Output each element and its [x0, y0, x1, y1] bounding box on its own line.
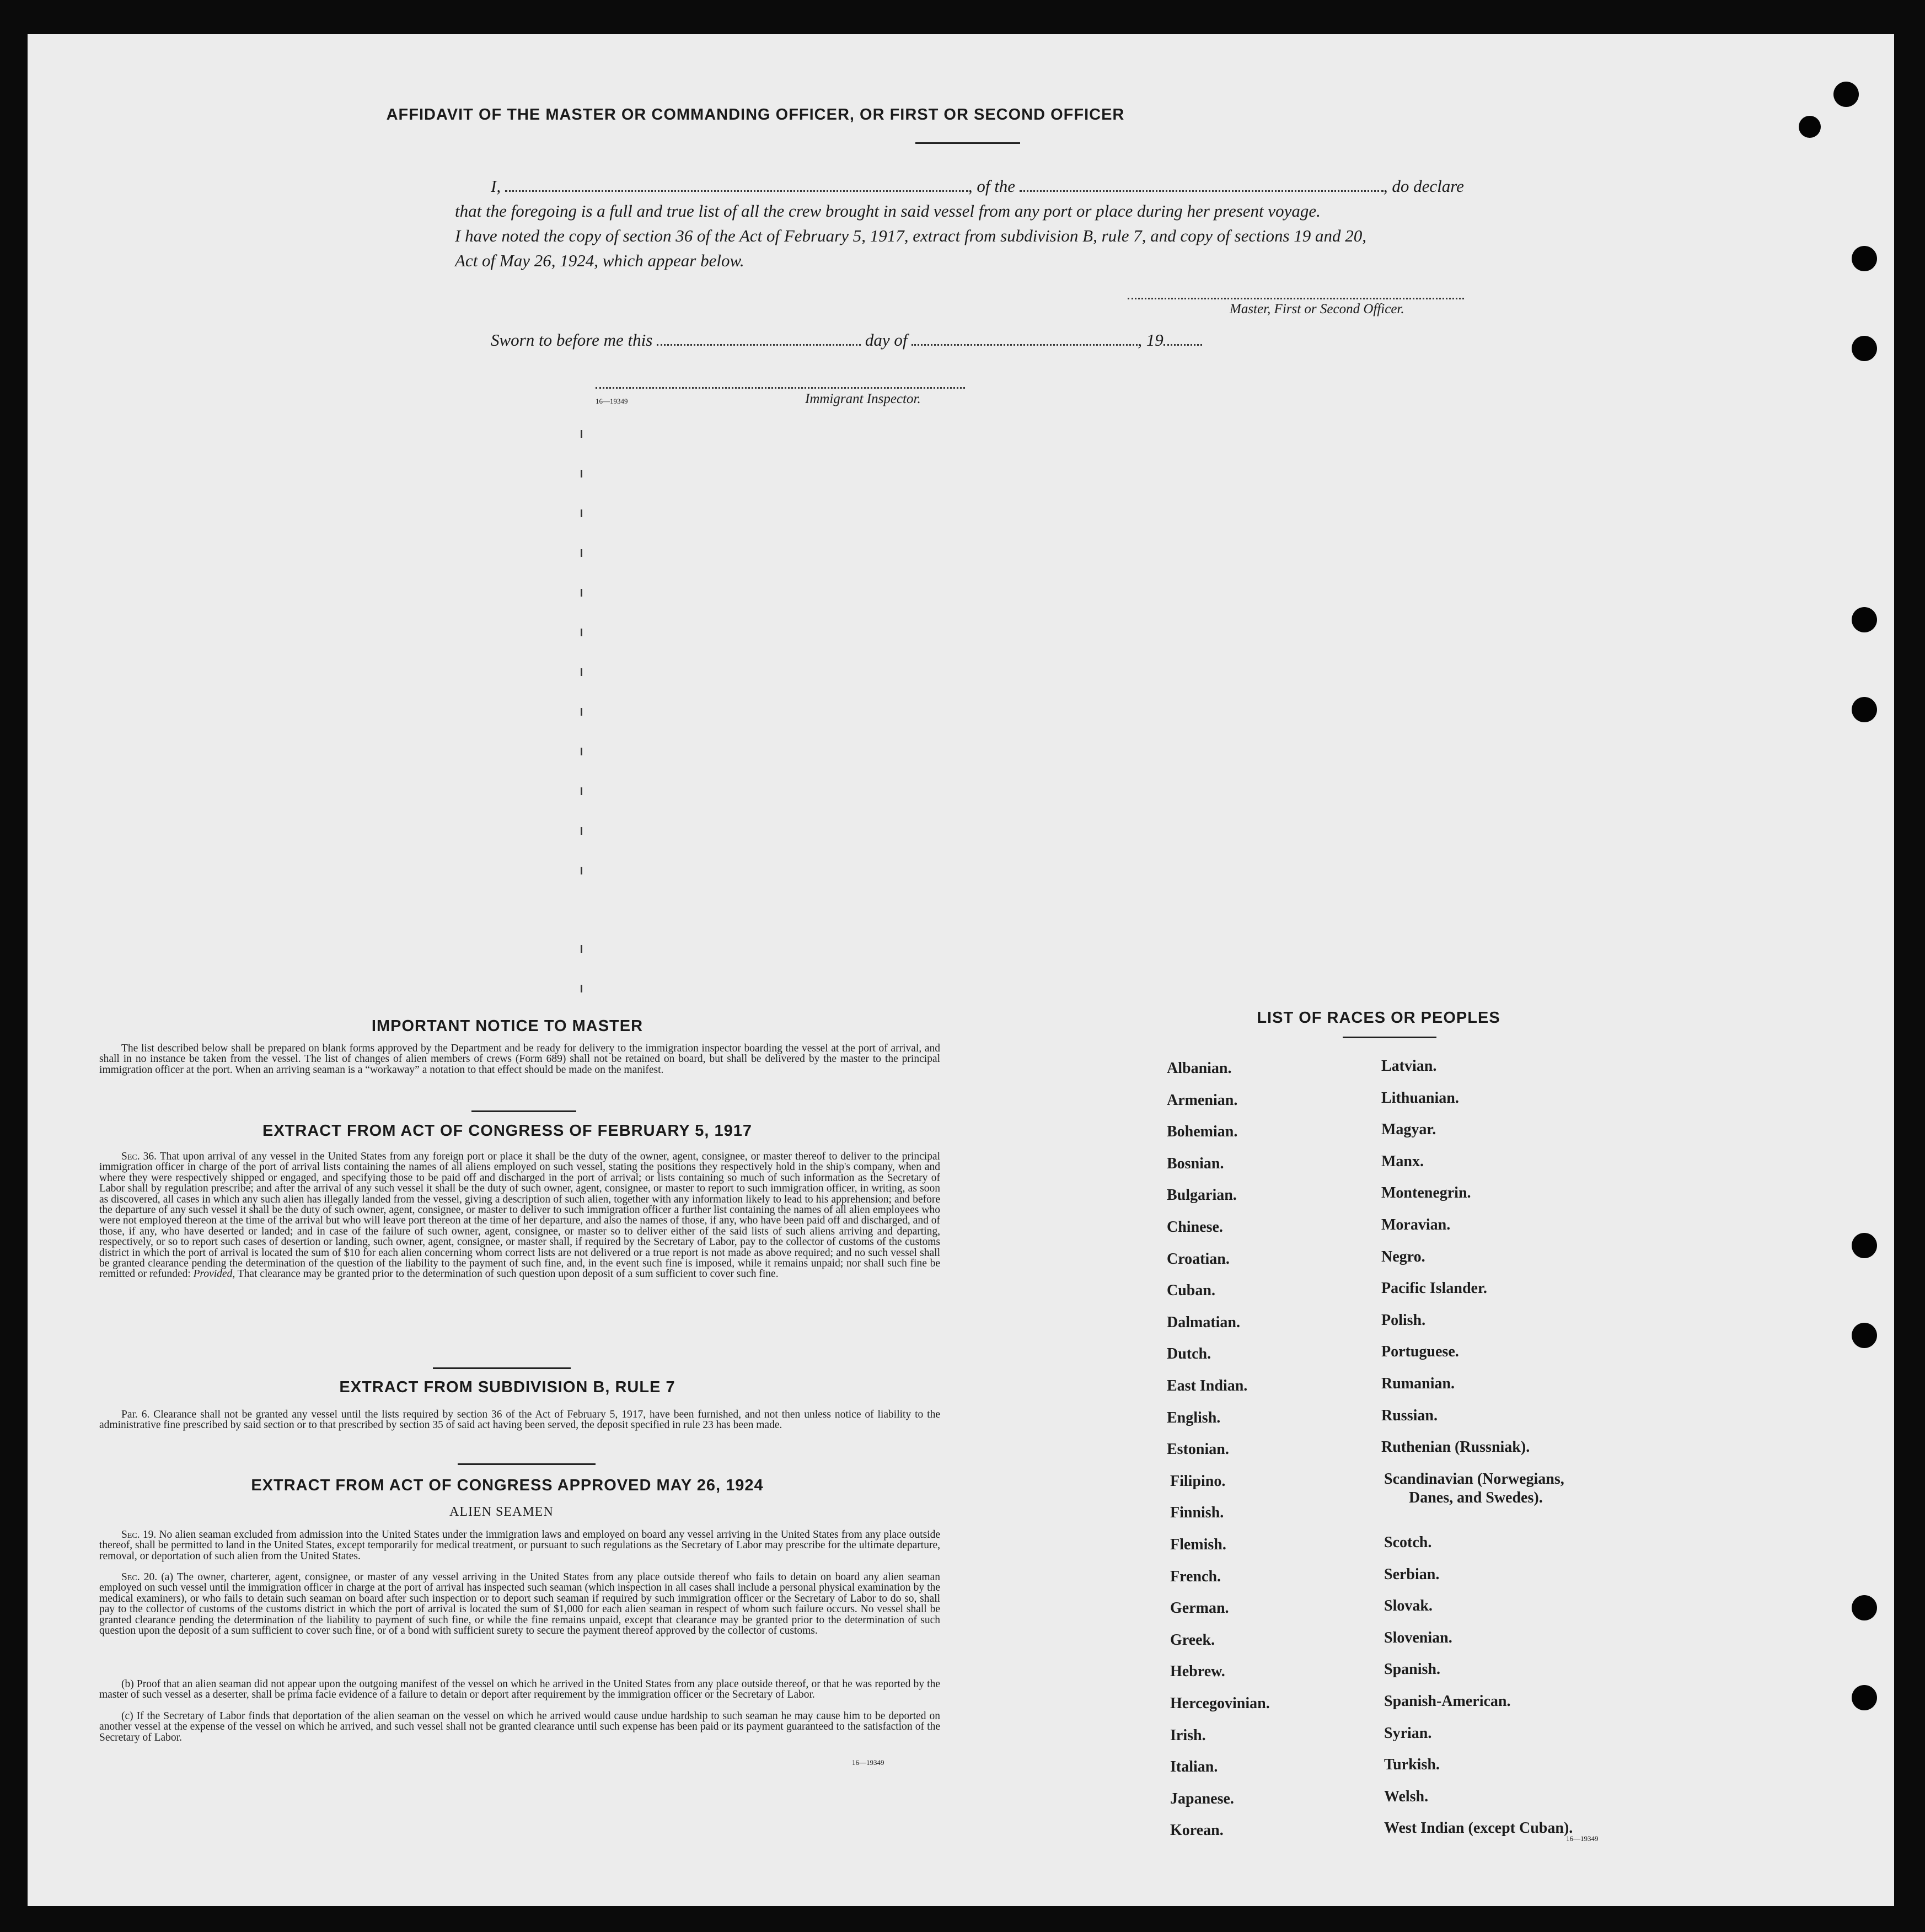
race-item: Armenian. [1167, 1091, 1238, 1109]
race-item: Bohemian. [1167, 1123, 1238, 1141]
races-divider [1343, 1037, 1436, 1038]
binder-hole [1852, 1595, 1877, 1620]
race-item: Slovak. [1384, 1597, 1433, 1615]
binder-hole [1852, 336, 1877, 361]
binder-hole [1833, 82, 1859, 107]
extract-1917-title: EXTRACT FROM ACT OF CONGRESS OF FEBRUARY 5, 1917 [262, 1122, 753, 1140]
extract-1917-divider [433, 1367, 571, 1369]
sec-20-label: Sec. 20. [121, 1571, 158, 1583]
race-item: Hebrew. [1170, 1663, 1225, 1681]
race-item: West Indian (except Cuban). [1384, 1820, 1573, 1837]
race-item: German. [1170, 1600, 1229, 1617]
alien-seamen-subtitle: ALIEN SEAMEN [449, 1505, 554, 1519]
race-item: Greek. [1170, 1631, 1215, 1649]
sec-20a-body [99, 1572, 940, 1636]
race-item: Danes, and Swedes). [1409, 1489, 1543, 1507]
sec-20c-body: (c) If the Secretary of Labor finds that deportation of the alien seaman on the vessel on which he arrived would cause undue hardship to such seaman he may cause him to be deported on another vessel at the expense of the vessel on which he arrived, and such vessel shall not be granted clearance until such expense has been paid or its payment guaranteed to the satisfaction of the Secretary of Labor. [99, 1710, 940, 1743]
column-mark [581, 985, 582, 992]
race-item: Finnish. [1170, 1504, 1224, 1522]
rule7-title: EXTRACT FROM SUBDIVISION B, RULE 7 [339, 1378, 675, 1396]
race-item: Scotch. [1384, 1534, 1432, 1551]
sec-19-body [99, 1530, 940, 1561]
inspector-signature-line[interactable] [596, 387, 965, 389]
sworn-label: Sworn to before me this [491, 330, 653, 350]
binder-hole [1852, 697, 1877, 722]
race-item: Dalmatian. [1167, 1313, 1240, 1331]
race-item: Syrian. [1384, 1724, 1432, 1742]
column-mark [581, 708, 582, 716]
race-item: Flemish. [1170, 1536, 1226, 1553]
column-mark [581, 945, 582, 953]
sec-19-text: No alien seaman excluded from admission into the United States under the immigration laws and employed on board any vessel arriving in the United States from any place outside thereof, shall be permitted to land in the United States, except temporarily for medical treatment, or pursuant to such regulations as the Secretary of Labor may prescribe for the ultimate departure, removal, or deportation of such alien from the United States. [99, 1529, 941, 1562]
title-divider [915, 142, 1020, 144]
race-item: Polish. [1381, 1311, 1426, 1329]
column-mark [581, 827, 582, 835]
race-item: Pacific Islander. [1381, 1280, 1487, 1297]
race-item: Spanish-American. [1384, 1693, 1511, 1710]
race-item: Korean. [1170, 1822, 1224, 1839]
race-item: Italian. [1170, 1758, 1218, 1776]
race-item: French. [1170, 1568, 1221, 1585]
column-mark [581, 470, 582, 477]
sworn-day-blank[interactable] [657, 340, 861, 346]
race-item: Irish. [1170, 1726, 1206, 1744]
races-form-number: 16—19349 [1566, 1834, 1599, 1843]
race-item: Welsh. [1384, 1788, 1429, 1805]
race-item: Lithuanian. [1381, 1089, 1459, 1107]
year-blank[interactable] [1163, 340, 1202, 346]
notice-divider [471, 1110, 576, 1112]
binder-hole [1799, 116, 1821, 138]
do-declare-label: , do declare [1383, 176, 1464, 196]
binder-hole [1852, 1685, 1877, 1710]
sworn-month-blank[interactable] [911, 340, 1138, 346]
extract-1924-title: EXTRACT FROM ACT OF CONGRESS APPROVED MAY 26, 1924 [251, 1477, 764, 1494]
binder-hole [1852, 1233, 1877, 1258]
race-item: Bosnian. [1167, 1155, 1224, 1172]
column-mark [581, 867, 582, 874]
race-item: Serbian. [1384, 1565, 1440, 1583]
race-item: Estonian. [1167, 1441, 1229, 1458]
race-item: Slovenian. [1384, 1629, 1452, 1646]
races-title: LIST OF RACES OR PEOPLES [1257, 1009, 1500, 1027]
race-item: Cuban. [1167, 1282, 1215, 1300]
column-mark [581, 589, 582, 597]
officer-signature-label: Master, First or Second Officer. [1230, 302, 1404, 316]
sec-36-label: Sec. 36. [121, 1151, 157, 1162]
declaration-line-2: that the foregoing is a full and true list of all the crew brought in said vessel from any port or place during her present voyage. [455, 201, 1321, 221]
binder-hole [1852, 607, 1877, 632]
proviso-text: That clearance may be granted prior to the determination of such question upon deposit of a sum sufficient to cover such fine. [237, 1268, 779, 1280]
race-item: Moravian. [1381, 1216, 1451, 1233]
race-item: Russian. [1381, 1407, 1438, 1424]
i-label: I, [491, 176, 501, 196]
race-item: Chinese. [1167, 1219, 1223, 1236]
day-of-label: day of [865, 330, 908, 350]
form-page [28, 34, 1894, 1906]
proviso-word: Provided, [193, 1268, 235, 1280]
binder-hole [1852, 246, 1877, 271]
race-item: Albanian. [1167, 1060, 1232, 1077]
inspector-label: Immigrant Inspector. [805, 391, 921, 406]
race-item: Japanese. [1170, 1790, 1234, 1807]
column-mark [581, 668, 582, 676]
binder-hole [1852, 1323, 1877, 1348]
race-item: Latvian. [1381, 1058, 1437, 1075]
race-item: Dutch. [1167, 1345, 1211, 1363]
affidavit-title: AFFIDAVIT OF THE MASTER OR COMMANDING OFFICER, OR FIRST OR SECOND OFFICER [386, 106, 1125, 124]
notice-body: The list described below shall be prepared on blank forms approved by the Department and be ready for delivery to the immigration inspector boarding the vessel at the port of arrival, and shall in no instance be taken from the vessel. The list of changes of alien members of crews (Form 689) shall not be retained on board, but shall be delivered by the master to the principal immigration officer at the port. When an arriving seaman is a “workaway” a notation to that effect should be made on the manifest. [99, 1043, 940, 1076]
column-mark [581, 748, 582, 755]
sec-36-text: That upon arrival of any vessel in the United States from any foreign port or place it shall be the duty of the owner, agent, consignee, or master thereof to deliver to the principal immigration officer in charge of the port of arrival lists containing the names of all aliens employed on such vessel, stating the positions they respectively hold in the ship's company, when and where they were respectively shipped or engaged, and specifying those to be paid off and discharged in the port of arrival; or lists containing so much of such information as the Secretary of Labor shall by regulation prescribe; and after the arrival of any such vessel it shall be the duty of such owner, agent, consignee, or master to report to such immigration officer, in writing, as soon as discovered, all cases in which any such alien has illegally landed from the vessel, giving a description of such alien, together with any information likely to lead to his apprehension; and before the departure of any such vessel it shall be the duty of such owner, agent, consignee, or master to deliver to such immigration officer a further list containing the names of all alien employees who were not employed thereon at the time of the arrival but who will leave port thereon at the time of her departure, and also the names of those, if any, who have been paid off and discharged, and of those, if any, who have deserted or landed; and in case of the failure of such owner, agent, consignee, or master so to deliver either of the said lists of such aliens arriving and departing, respectively, or so to report such cases of desertion or landing, such owner, agent, consignee, or master shall, if required by the Secretary of Labor, pay to the collector of customs of the customs district in which the port of arrival is located the sum of $10 for each alien concerning whom correct lists are not delivered or a true report is not made as above required; and no such vessel shall be granted clearance pending the determination of the question of the liability to the payment of such fine, and, in the event such fine is imposed, while it remains unpaid; nor shall such fine be remitted or refunded: [99, 1151, 940, 1280]
column-mark [581, 549, 582, 557]
sec-20b-body: (b) Proof that an alien seaman did not appear upon the outgoing manifest of the vessel on which he arrived in the United States from any place outside thereof, or that he was reported by the master of such vessel as a deserter, shall be prima facie evidence of a failure to detain or deport after requirement by the immigration officer or the Secretary of Labor. [99, 1678, 940, 1701]
race-item: Bulgarian. [1167, 1187, 1237, 1204]
race-item: Negro. [1381, 1248, 1425, 1265]
sworn-line [491, 330, 1202, 350]
declaration-line-3: I have noted the copy of section 36 of the Act of February 5, 1917, extract from subdivision B, rule 7, and copy of sections 19 and 20, [455, 226, 1367, 245]
race-item: Scandinavian (Norwegians, [1384, 1470, 1564, 1488]
extract-form-number: 16—19349 [852, 1758, 884, 1767]
race-item: English. [1167, 1409, 1221, 1426]
extract-1917-body [99, 1151, 940, 1280]
rule7-body: Par. 6. Clearance shall not be granted any vessel until the lists required by section 36 of the Act of February 5, 1917, have been furnished, and not then unless notice of liability to the administrative fine prescribed by said section or to that prescribed by section 35 of said act having been served, the deposit specified in rule 23 has been made. [99, 1409, 940, 1431]
race-item: Hercegovinian. [1170, 1695, 1270, 1712]
year-prefix-label: , 19 [1138, 330, 1163, 350]
race-item: Spanish. [1384, 1661, 1440, 1678]
sec-20a-text: (a) The owner, charterer, agent, consignee, or master of any vessel arriving in the United States from any place outside thereof who fails to detain on board any alien seaman employed on such vessel until the immigration officer in charge at the port of arrival has inspected such seaman (which inspection in all cases shall include a personal physical examination by the medical examiners), or who fails to detain such seaman on board after such inspection or to deport such seaman if required by such immigration officer or the Secretary of Labor to do so, shall pay to the collector of customs of the customs district in which the port of arrival is located the sum of $1,000 for each alien seaman in respect of whom such failure occurs. No vessel shall be granted clearance pending the determination of the liability to payment of such fine, or while the fine remains unpaid, except that clearance may be granted prior to the determination of such question upon the deposit of a sum sufficient to cover such fine, or of a bond with sufficient surety to secure the payment thereof approved by the collector of customs. [99, 1571, 941, 1637]
race-item: Filipino. [1170, 1472, 1226, 1490]
of-the-label: , of the [968, 176, 1016, 196]
declaration-line-4: Act of May 26, 1924, which appear below. [455, 251, 744, 270]
vessel-blank[interactable] [1020, 186, 1384, 192]
column-mark [581, 629, 582, 636]
declaration-line-1 [491, 176, 1464, 196]
column-mark [581, 509, 582, 517]
race-item: Ruthenian (Russniak). [1381, 1439, 1530, 1456]
officer-signature-line[interactable] [1128, 298, 1464, 299]
name-blank[interactable] [505, 186, 968, 192]
race-item: East Indian. [1167, 1377, 1248, 1394]
race-item: Croatian. [1167, 1250, 1230, 1268]
race-item: Magyar. [1381, 1121, 1436, 1139]
rule7-divider [458, 1463, 596, 1465]
sec-19-label: Sec. 19. [121, 1529, 157, 1541]
column-mark [581, 787, 582, 795]
race-item: Turkish. [1384, 1756, 1440, 1774]
race-item: Rumanian. [1381, 1375, 1455, 1392]
race-item: Manx. [1381, 1152, 1424, 1170]
affidavit-form-number: 16—19349 [596, 397, 628, 405]
notice-title: IMPORTANT NOTICE TO MASTER [371, 1017, 644, 1035]
column-mark [581, 430, 582, 438]
race-item: Portuguese. [1381, 1343, 1459, 1361]
race-item: Montenegrin. [1381, 1184, 1471, 1202]
